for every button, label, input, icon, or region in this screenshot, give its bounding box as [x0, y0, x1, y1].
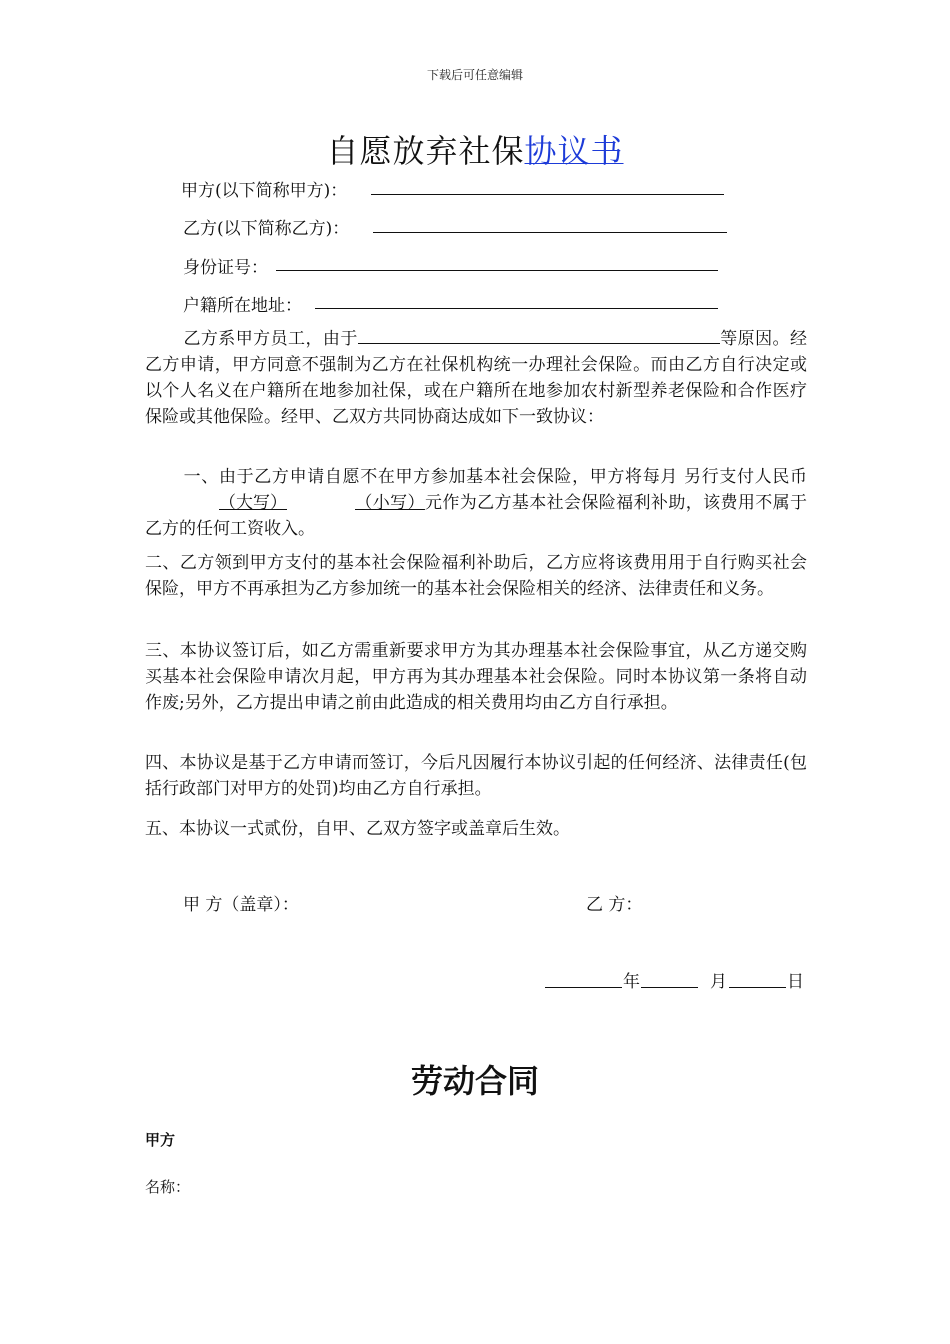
- intro-lead: 乙方系甲方员工，由于: [183, 329, 358, 349]
- contract-party-a: 甲方: [145, 1131, 176, 1149]
- document-title: [0, 126, 950, 172]
- title-main: 自愿放弃社保: [326, 132, 525, 170]
- date-month: 月: [710, 972, 727, 992]
- page-header-note: 下载后可任意编辑: [426, 68, 523, 82]
- party-b-label: 乙方(以下简称乙方)：: [183, 219, 350, 239]
- year-blank[interactable]: [545, 987, 622, 988]
- amount-lower-label: （小写）: [355, 493, 425, 513]
- clause-1-rest: 元作为乙方基本社会保险福利补助，该费用不属于乙方的任何工资收入。: [145, 493, 808, 539]
- contract-name-label: 名称：: [145, 1178, 191, 1196]
- clause-2: 二、乙方领到甲方支付的基本社会保险福利补助后，乙方应将该费用用于自行购买社会保险，甲方不再承担为乙方参加统一的基本社会保险相关的经济、法律责任和义务。: [145, 553, 807, 599]
- clause-4: 四、本协议是基于乙方申请而签订，今后凡因履行本协议引起的任何经济、法律责任(包括行政部门对甲方的处罚)均由乙方自行承担。: [145, 753, 807, 799]
- month-blank[interactable]: [641, 987, 698, 988]
- amount-upper-label: （大写）: [219, 493, 287, 513]
- title-link[interactable]: 协议书: [524, 132, 624, 170]
- day-blank[interactable]: [729, 987, 786, 988]
- amount-upper-blank[interactable]: [145, 490, 355, 516]
- id-number-label: 身份证号：: [183, 258, 268, 278]
- party-a-label: 甲方(以下简称甲方)：: [181, 181, 348, 201]
- intro-rest: 等原因。经乙方申请，甲方同意不强制为乙方在社保机构统一办理社会保险。而由乙方自行决定或以个人名义在户籍所在地参加社保，或在户籍所在地参加农村新型养老保险和合作医疗保险或其他保险。经甲、乙双方共同协商达成如下一致协议：: [145, 329, 807, 427]
- address-blank[interactable]: [315, 308, 718, 309]
- clause-1: [145, 464, 807, 542]
- address-label: 户籍所在地址：: [183, 296, 302, 316]
- reason-blank[interactable]: [358, 327, 720, 344]
- id-number-blank[interactable]: [276, 270, 718, 271]
- contract-title: 劳动合同: [410, 1062, 539, 1100]
- clause-3: 三、本协议签订后，如乙方需重新要求甲方为其办理基本社会保险事宜，从乙方递交购买基本社会保险申请次月起，甲方再为其办理基本社会保险。同时本协议第一条将自动作废;另外，乙方提出申请之前由此造成的相关费用均由乙方自行承担。: [145, 641, 807, 713]
- clause-5: 五、本协议一式贰份，自甲、乙双方签字或盖章后生效。: [145, 819, 570, 839]
- date-day: 日: [787, 972, 804, 992]
- date-year: 年: [623, 972, 640, 992]
- clause-1-lead: 一、由于乙方申请自愿不在甲方参加基本社会保险，甲方将每月 另行支付人民币: [183, 467, 807, 487]
- party-a-blank[interactable]: [371, 194, 724, 195]
- signature-party-b: 乙 方：: [586, 895, 643, 915]
- signature-party-a: 甲 方（盖章）：: [183, 895, 299, 915]
- intro-paragraph: [145, 326, 807, 430]
- amount-lower-blank[interactable]: [355, 493, 425, 513]
- party-b-blank[interactable]: [373, 232, 727, 233]
